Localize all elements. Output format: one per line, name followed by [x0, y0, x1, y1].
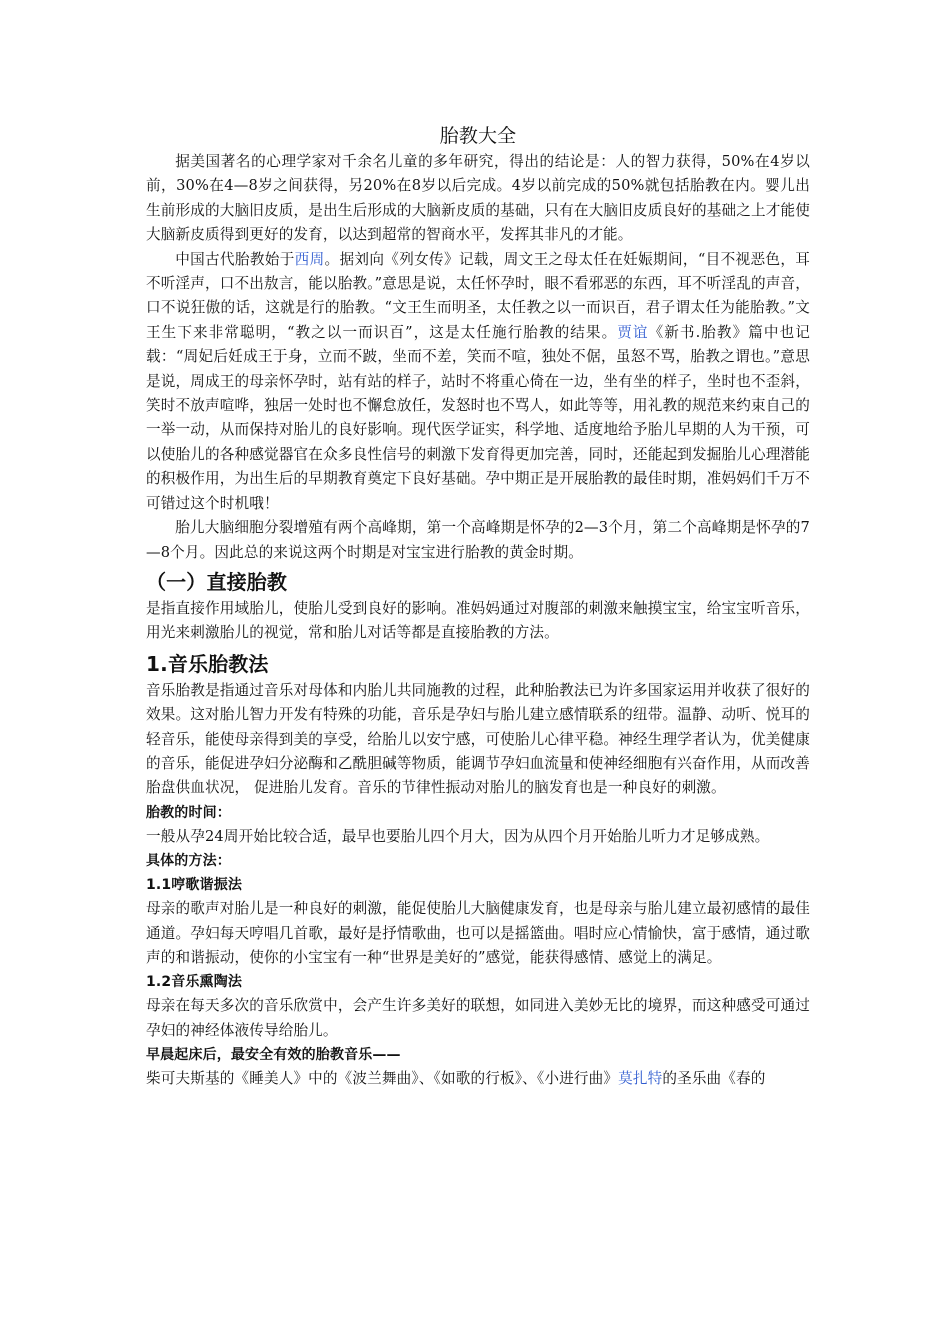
paragraph-text: 。据刘向《列女传》记载，周文王之母太任在妊娠期间，“目不视恶色，耳不听淫声，口不出敖言，能以胎教。”意思是说，太任怀孕时，眼不看邪恶的东西，耳不听淫乱的声音，口不说狂傲的话，这就是行的胎教。“文王生而明圣，太任教之以一而识百，君子谓太任为能胎教。”文王生下来非常聪明，“教之以一而识百”，这是太任施行胎教的结果。: [146, 250, 810, 341]
paragraph-ancient-prenatal-education: [146, 248, 810, 516]
paragraph-brain-peak-periods: 胎儿大脑细胞分裂增殖有两个高峰期，第一个高峰期是怀孕的2—3个月，第二个高峰期是怀孕的7—8个月。因此总的来说这两个时期是对宝宝进行胎教的黄金时期。: [146, 519, 810, 561]
heading-methods: 具体的方法：: [146, 853, 231, 870]
paragraph-humming-method: 母亲的歌声对胎儿是一种良好的刺激，能促使胎儿大脑健康发育，也是母亲与胎儿建立最初感情的最佳通道。孕妇每天哼唱几首歌，最好是抒情歌曲，也可以是摇篮曲。唱时应心情愉快，富于感情，通过歌声的和谐振动，使你的小宝宝有一种“世界是美好的”感觉，能获得感情、感觉上的满足。: [146, 900, 810, 966]
paragraph-text: 柴可夫斯基的《睡美人》中的《波兰舞曲》、《如歌的行板》、《小进行曲》: [146, 1070, 619, 1088]
link-jiayi[interactable]: 贾谊: [617, 323, 649, 341]
document-title: 胎教大全: [439, 125, 517, 147]
paragraph-direct-definition: 是指直接作用域胎儿，使胎儿受到良好的影响。准妈妈通过对腹部的刺激来触摸宝宝，给宝宝听音乐，用光来刺激胎儿的视觉，常和胎儿对话等都是直接胎教的方法。: [146, 599, 810, 642]
paragraph-text: 《新书.胎教》篇中也记载：“周妃后妊成王于身，立而不跛，坐而不差，笑而不喧，独处不倨，虽怒不骂，胎教之谓也。”意思是说，周成王的母亲怀孕时，站有站的样子，站时不将重心倚在一边，坐有坐的样子，坐时也不歪斜，笑时不放声喧哗，独居一处时也不懈怠放任，发怒时也不骂人，如此等等，用礼教的规范来约束自己的一举一动，从而保持对胎儿的良好影响。现代医学证实，科学地、适度地给予胎儿早期的人为干预，可以使胎儿的各种感觉器官在众多良性信号的刺激下发育得更加完善，同时，还能起到发掘胎儿心理潜能的积极作用，为出生后的早期教育奠定下良好基础。孕中期正是开展胎教的最佳时期，准妈妈们千万不可错过这个时机哦！: [146, 323, 810, 512]
heading-time: 胎教的时间：: [146, 804, 231, 821]
paragraph-music-influence: 母亲在每天多次的音乐欣赏中，会产生许多美好的联想，如同进入美妙无比的境界，而这种感受可通过孕妇的神经体液传导给胎儿。: [146, 997, 810, 1039]
paragraph-text: 的圣乐曲《春的: [662, 1070, 766, 1088]
heading-morning-music: 早晨起床后，最安全有效的胎教音乐——: [146, 1047, 401, 1064]
link-mozart[interactable]: 莫扎特: [618, 1070, 663, 1088]
heading-music-method: 1.音乐胎教法: [146, 651, 269, 676]
paragraph-intelligence-research: 据美国著名的心理学家对千余名儿童的多年研究，得出的结论是：人的智力获得，50%在4岁以前，30%在4—8岁之间获得，另20%在8岁以后完成。4岁以前完成的50%就包括胎教在内。婴儿出生前形成的大脑旧皮质，是出生后形成的大脑新皮质的基础，只有在大脑旧皮质良好的基础之上才能使大脑新皮质得到更好的发育，以达到超常的智商水平，发挥其非凡的才能。: [146, 153, 810, 244]
paragraph-time: 一般从孕24周开始比较合适，最早也要胎儿四个月大，因为从四个月开始胎儿听力才足够成熟。: [146, 827, 770, 845]
paragraph-text: 中国古代胎教始于: [175, 250, 295, 268]
paragraph-music-method: 音乐胎教是指通过音乐对母体和内胎儿共同施教的过程，此种胎教法已为许多国家运用并收获了很好的效果。这对胎儿智力开发有特殊的功能，音乐是孕妇与胎儿建立感情联系的纽带。温静、动听、悦耳的轻音乐，能使母亲得到美的享受，给胎儿以安宁感，可使胎儿心律平稳。神经生理学者认为，优美健康的音乐，能促进孕妇分泌酶和乙酰胆碱等物质，能调节孕妇血流量和使神经细胞有兴奋作用，从而改善胎盘供血状况， 促进胎儿发育。音乐的节律性振动对胎儿的脑发育也是一种良好的刺激。: [146, 681, 810, 797]
link-xizhou[interactable]: 西周: [294, 250, 325, 268]
heading-humming-method: 1.1哼歌谐振法: [146, 877, 243, 894]
heading-music-influence: 1.2音乐熏陶法: [146, 974, 243, 991]
heading-direct-prenatal-education: （一）直接胎教: [146, 569, 288, 594]
paragraph-music-list: [146, 1067, 810, 1091]
document-page: [146, 122, 810, 1092]
